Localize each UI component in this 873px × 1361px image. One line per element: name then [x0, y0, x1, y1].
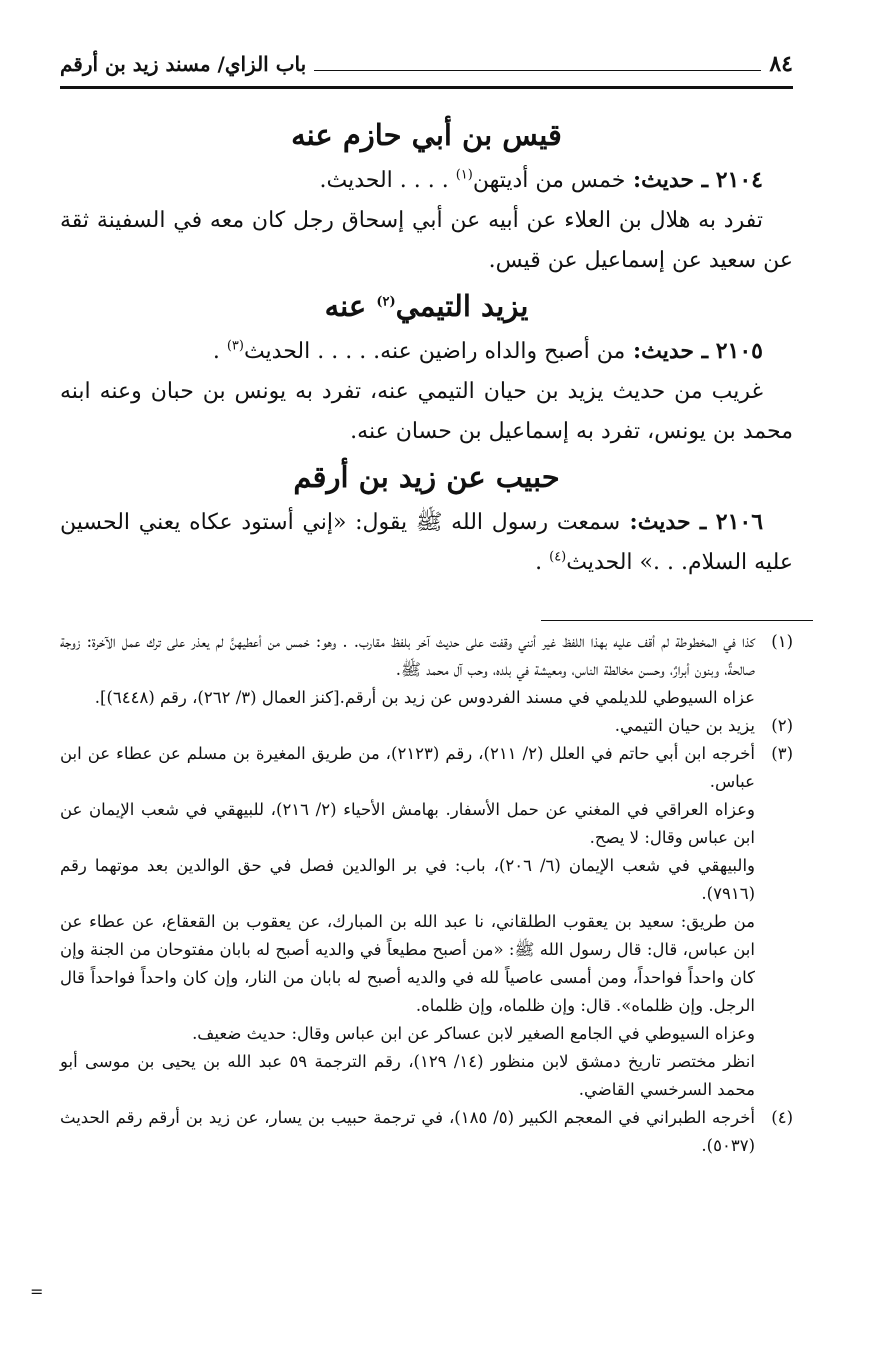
footnote-body [60, 1104, 755, 1160]
heading-name: قيس بن أبي حازم عنه [291, 118, 562, 152]
footnote-paragraph: أخرجه الطبراني في المعجم الكبير (٥/ ١٨٥)، في ترجمة حبيب بن يسار، عن زيد بن أرقم رقم الحديث (٥٠٣٧). [60, 1108, 755, 1155]
footnote-paragraph: كذا في المخطوطة لم أقف عليه بهذا اللفظ غير أنني وقفت على حديث آخر بلفظ مقارب. . وهو: خمس من أعطيهنَّ لم يعذر على ترك عمل الآخرة: زوجة صالحةٌ، وبنون أبرارٌ، وحسن مخالطة الناس، ومعيشة في بلده، وحب آل محمد ﷺ. [60, 632, 755, 679]
hadith-tail: . [212, 339, 220, 364]
footnotes [60, 628, 793, 1160]
footnote-ref[interactable]: (٤) [549, 549, 567, 565]
hadith-tail: . . . . الحديث. [319, 168, 449, 193]
sections-container [60, 110, 793, 583]
hadith-text: خمس من أديتهن [472, 168, 626, 193]
main-text [60, 110, 793, 583]
commentary: غريب من حديث يزيد بن حيان التيمي عنه، تفرد به يونس بن حبان وعنه ابنه محمد بن يونس، تفرد به إسماعيل بن حسان عنه. [60, 379, 793, 444]
hadith-label: حديث [641, 167, 694, 193]
footnote-paragraph: وعزاه العراقي في المغني عن حمل الأسفار. بهامش الأحياء (٢/ ٢١٦)، للبيهقي في شعب الإيمان عن ابن عباس وقال: لا يصح. [60, 800, 755, 847]
hadith-tail: . [535, 550, 543, 575]
footnote-paragraph: أخرجه ابن أبي حاتم في العلل (٢/ ٢١١)، رقم (٢١٢٣)، من طريق المغيرة بن مسلم عن عطاء عن ابن عباس. [60, 744, 755, 791]
hadith-number-label: ٢١٠٥ ـ حديث: [625, 338, 763, 364]
hadith-text: سمعت رسول الله ﷺ يقول: «إني أستود عكاه يعني الحسين عليه السلام. . .» الحديث [60, 510, 793, 575]
footnote-paragraph: انظر مختصر تاريخ دمشق لابن منظور (١٤/ ١٢٩)، رقم الترجمة ٥٩ عبد الله بن يحيى بن موسى أبو محمد السرخسي القاضي. [60, 1052, 755, 1099]
footnote [60, 1104, 793, 1160]
footnote-paragraph: عزاه السيوطي للديلمي في مسند الفردوس عن زيد بن أرقم.[كنز العمال (٣/ ٢٦٢)، رقم (٦٤٤٨)]. [94, 688, 755, 707]
section-heading [60, 452, 793, 502]
footnote-ref[interactable]: (١) [455, 167, 473, 183]
hadith-text: من أصبح والداه راضين عنه. . . . . الحديث [243, 339, 626, 364]
commentary: تفرد به هلال بن العلاء عن أبيه عن أبي إسحاق رجل كان معه في السفينة ثقة عن سعيد عن إسماعيل عن قيس. [60, 208, 793, 273]
hadith-number: ٢١٠٤ [715, 167, 763, 193]
footnote-ref[interactable]: (٣) [226, 338, 244, 354]
footnote [60, 712, 793, 740]
hadith-number: ٢١٠٥ [715, 338, 763, 364]
hadith-entry [60, 331, 793, 372]
header-rule [314, 58, 761, 71]
footnote-body [60, 740, 755, 1104]
footnote-ref[interactable]: (٢) [376, 294, 396, 310]
footnote-body [60, 712, 755, 740]
hadith-number: ٢١٠٦ [715, 509, 764, 535]
footnote [60, 628, 793, 712]
footnote-paragraph: من طريق: سعيد بن يعقوب الطلقاني، نا عبد الله بن المبارك، عن يعقوب بن القعقاع، عن عطاء عن ابن عباس، قال: قال رسول الله ﷺ: «من أصبح مطيعاً في والديه أصبح له بابان مفتوحان من الجنة وإن كان واحداً فواحداً، ومن أمسى عاصياً لله في والديه أصبح له بابان من النار، وإن كان واحداً فواحداً قال الرجل. وإن ظلماه». قال: وإن ظلماه، وإن ظلماه. [60, 912, 756, 1015]
heading-name: يزيد التيمي [395, 289, 529, 323]
footnote [60, 740, 793, 1104]
heading-tail: عنه [324, 289, 367, 323]
hadith-entry [60, 502, 793, 583]
footnote-number: (٣) [771, 744, 793, 763]
header-section-title: باب الزاي/ مسند زيد بن أرقم [60, 52, 307, 76]
footnote-number: (٢) [771, 716, 793, 735]
hadith-number-label: ٢١٠٦ ـ حديث: [620, 509, 764, 535]
hadith-label: حديث [641, 338, 694, 364]
footnote-paragraph: والبيهقي في شعب الإيمان (٦/ ٢٠٦)، باب: في بر الوالدين فصل في حق الوالدين بعد موتهما رقم (٧٩١٦). [60, 856, 755, 903]
section-heading [60, 281, 793, 331]
running-header [60, 42, 793, 89]
footnote-number: (١) [771, 632, 793, 651]
footnote-paragraph: يزيد بن حيان التيمي. [614, 716, 755, 735]
page-number: ٨٤ [769, 51, 793, 77]
section-heading [60, 110, 793, 160]
footnote-separator [541, 620, 813, 621]
hadith-label: حديث [637, 509, 691, 535]
heading-name: حبيب عن زيد بن أرقم [293, 460, 560, 494]
footnote-body [60, 628, 755, 712]
hadith-number-label: ٢١٠٤ ـ حديث: [625, 167, 763, 193]
margin-mark: = [30, 1282, 44, 1301]
footnote-paragraph: وعزاه السيوطي في الجامع الصغير لابن عساكر عن ابن عباس وقال: حديث ضعيف. [192, 1024, 755, 1043]
footnote-number: (٤) [771, 1108, 793, 1127]
hadith-entry [60, 160, 793, 201]
